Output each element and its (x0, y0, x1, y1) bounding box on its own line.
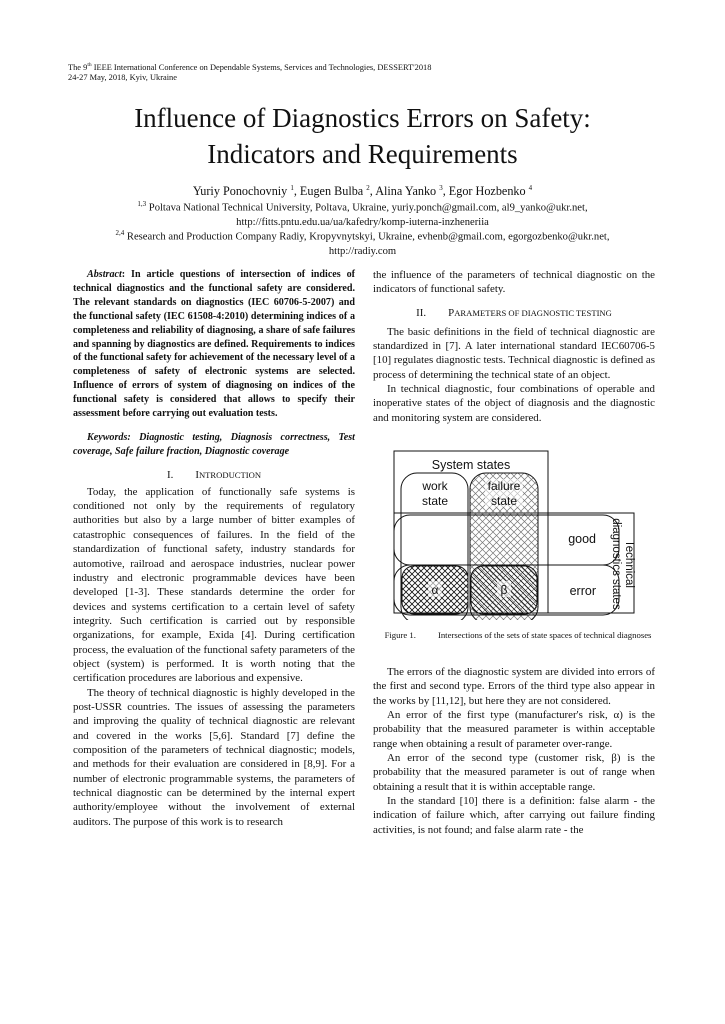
keywords: Keywords: Diagnostic testing, Diagnosis correctness, Test coverage, Safe failure fraction, Diagnostic coverage (73, 431, 355, 457)
section-heading-parameters: II. PARAMETERS OF DIAGNOSTIC TESTING (416, 306, 612, 319)
figure-1-caption: Figure 1. Intersections of the sets of state spaces of technical diagnoses (384, 630, 652, 640)
intro-paragraph-2: The theory of technical diagnostic is highly developed in the post-USSR countries. The issues of assessing the parameters and improving the quality of technical diagnostic are relevant and covered in the works [5,6]. Standard [7] define the composition of the parameters of technical diagnostic; models, and methods for their evaluation are considered in [8,9]. For a number of electronic programmable systems, the parameters of technical diagnostic can be determined by the internal expert authority/employee without the involvement of external auditors. The purpose of this work is to research (73, 686, 355, 828)
intro-paragraph-1: Today, the application of functionally safe systems is conditioned not only by the requirements of regulatory authorities but also by a large number of bitter examples of catastrophic consequences of failures. In the field of the standardization of functional safety, industry standards for automotive, railroad and aerospace industries, nuclear power industry and electronic programmable devices have been developed [1-3]. These standards determine the order for devices and systems certification to a certain level of safety integrity. Such certification is carried out by responsible organizations, for example, Exida [4]. During certification process, the evaluation of the functional safety parameters of the object (system) is performed. It is worth noting that the certification procedures are laborious and expensive. (73, 485, 355, 685)
right-column-bottom (373, 665, 655, 837)
author: Yuriy Ponochovniy (192, 184, 288, 199)
left-column (73, 268, 355, 829)
svg-text:α: α (431, 583, 439, 597)
svg-text:β: β (500, 583, 508, 597)
affiliation-1-url[interactable]: http://fitts.pntu.edu.ua/ua/kafedry/komp-iuterna-inzheneriia (236, 216, 489, 228)
svg-text:good: good (568, 532, 596, 546)
conference-date: 24-27 May, 2018, Kyiv, Ukraine (68, 72, 177, 82)
abstract: Abstract: In article questions of intersection of indices of technical diagnostics and the functional safety are considered. The relevant standards on diagnostics (IEC 60706-5-2007) and the functional safety (IEC 61508-4:2010) determining indices of a completeness and reliability of diagnosing, a share of safe failures and spanning by diagnostics are defined. Requirements to indices of the functional safety for achievement of the necessary level of a completeness of safety of electronic systems are selected. Influence of errors of system of diagnosing on indices of the functional safety is considered that allows to specify their assessment before carrying out evaluation tests. (73, 269, 355, 420)
parameters-paragraph-2: In technical diagnostic, four combinations of operable and inoperative states of the object of diagnosis and the diagnostic and monitoring system are considered. (373, 383, 655, 424)
author: Alina Yanko (375, 184, 437, 199)
affiliation-2-url[interactable]: http://radiy.com (328, 245, 397, 257)
author: Eugen Bulba (299, 184, 364, 199)
svg-text:work: work (422, 479, 448, 493)
affiliation-1: $^{1,3}$ Poltava National Technical University, Poltava, Ukraine, yuriy.ponch@gmail.com, al9_yanko@ukr.net, http://fitts.pntu.edu.ua/ua/kafedry/komp-iuterna-inzheneriia (0, 197, 725, 230)
right-column-top (373, 268, 655, 425)
conference-line: The 9th IEEE International Conference on Dependable Systems, Services and Technologies, DESSERT'2018 (68, 62, 432, 72)
paper-title: Influence of Diagnostics Errors on Safety: Indicators and Requirements (134, 103, 591, 169)
svg-text:state: state (490, 494, 518, 508)
svg-text:state: state (421, 494, 449, 508)
figure-1-venn-diagram (388, 448, 648, 620)
false-alarm-paragraph: In the standard [10] there is a definition: false alarm - the indication of failure which, after carrying out failure finding activities, is not found; and false alarm rate - the (373, 795, 655, 836)
second-type-error-paragraph: An error of the second type (customer risk, β) is the probability that the measured parameter is out of range when obtaining a result that it is within acceptable range. (373, 752, 655, 793)
svg-text:Technical: Technical (623, 540, 635, 588)
author-list: Yuriy Ponochovniy $^1$, Eugen Bulba $^2$, Alina Yanko $^3$, Egor Hozbenko $^4$ (192, 184, 533, 199)
svg-text:error: error (569, 584, 596, 598)
parameters-paragraph-1: The basic definitions in the field of technical diagnostic are standardized in [7]. A later international standard IEC60706-5 [10] regulates diagnostic tests. Technical diagnostic is defined as process of determining the technical state of an object. (373, 325, 655, 381)
first-type-error-paragraph: An error of the first type (manufacturer's risk, α) is the probability that the measured parameter is within acceptable range when obtaining a result of parameter over-range. (373, 709, 655, 750)
affiliation-2: $^{2,4}$ Research and Production Company Radiy, Kropyvnytskyi, Ukraine, evhenb@gmail.com, egorgozbenko@ukr.net, http://radiy.com (0, 226, 725, 259)
svg-text:System states: System states (431, 458, 511, 472)
author: Egor Hozbenko (448, 184, 526, 199)
intro-paragraph-continued: the influence of the parameters of technical diagnostic on the indicators of functional safety. (373, 269, 655, 296)
section-heading-introduction: I. INTRODUCTION (166, 468, 262, 481)
conference-header (68, 60, 431, 83)
svg-text:diagnostics states: diagnostics states (610, 518, 622, 610)
svg-text:failure: failure (487, 479, 521, 493)
errors-paragraph: The errors of the diagnostic system are divided into errors of the first and second type. Errors of the third type also appear in the works by [11,12], but here they are not considered. (373, 666, 655, 707)
